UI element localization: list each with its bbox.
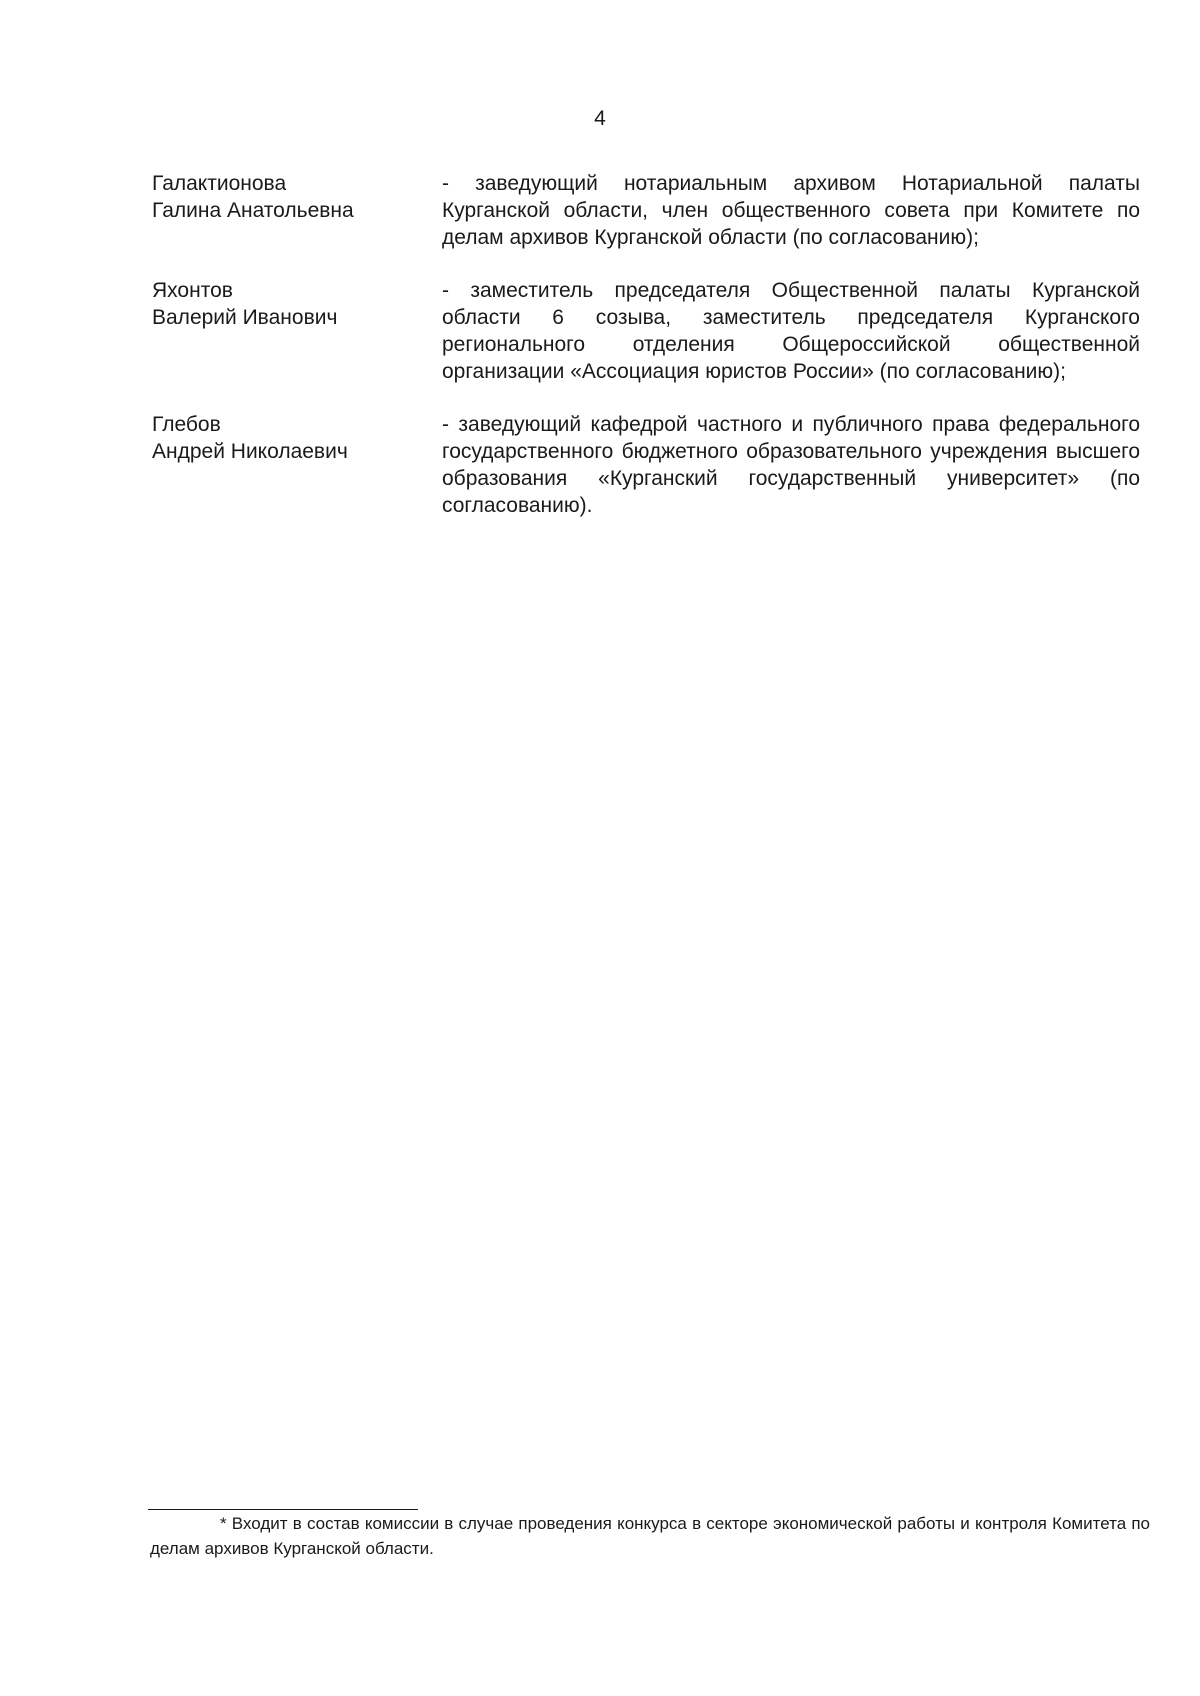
footnote: * Входит в состав комиссии в случае проведения конкурса в секторе экономической работы и контроля Комитета по делам архивов Курганской области. xyxy=(150,1514,1150,1558)
member-name xyxy=(152,170,442,251)
member-description: - заведующий нотариальным архивом Нотариальной палаты Курганской области, член общественного совета при Комитете по делам архивов Курганской области (по согласованию); xyxy=(442,172,1140,249)
member-name xyxy=(152,411,442,519)
member-entry xyxy=(152,277,1142,385)
member-given-names: Андрей Николаевич xyxy=(152,440,348,463)
commission-members-list xyxy=(152,170,1142,545)
member-surname: Яхонтов xyxy=(152,279,233,302)
member-description: - заместитель председателя Общественной палаты Курганской области 6 созыва, заместитель председателя Курганского регионального отделения Общероссийской общественной организации «Ассоциация юристов России» (по согласованию); xyxy=(442,279,1140,383)
member-given-names: Галина Анатольевна xyxy=(152,199,354,222)
member-given-names: Валерий Иванович xyxy=(152,306,338,329)
page-number: 4 xyxy=(594,107,606,130)
footnote-divider xyxy=(148,1509,418,1510)
member-entry xyxy=(152,170,1142,251)
member-entry xyxy=(152,411,1142,519)
member-description: - заведующий кафедрой частного и публичного права федерального государственного бюджетного образовательного учреждения высшего образования «Курганский государственный университет» (по согласованию). xyxy=(442,413,1140,517)
member-name xyxy=(152,277,442,385)
member-surname: Галактионова xyxy=(152,172,287,195)
member-surname: Глебов xyxy=(152,413,221,436)
